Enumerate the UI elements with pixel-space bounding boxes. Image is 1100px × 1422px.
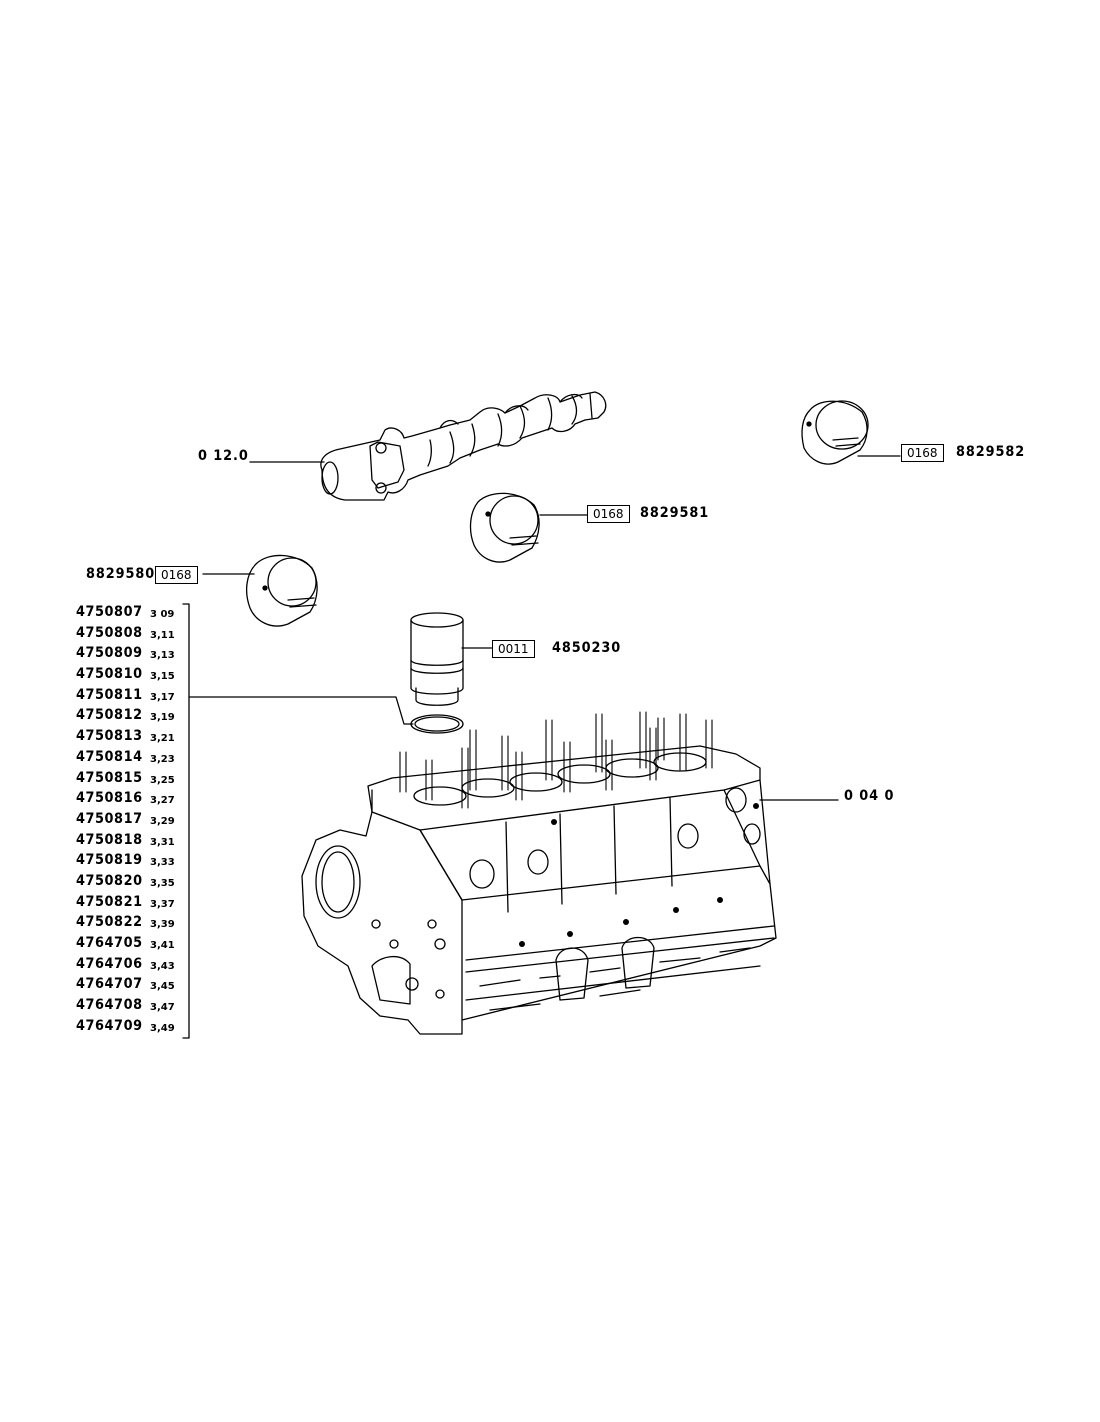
engine-block-reference-label: 0 04 0 xyxy=(844,788,895,804)
bushing-middle-part-number: 8829581 xyxy=(640,505,710,521)
cylinder-liner xyxy=(411,613,463,705)
seal-ring-size: 3 09 xyxy=(150,609,175,620)
camshaft-illustration xyxy=(321,392,606,500)
camshaft-bushing-left xyxy=(247,555,317,626)
seal-ring-part-number: 4750814 xyxy=(76,748,143,765)
seal-ring-part-list xyxy=(76,601,175,1035)
seal-ring-part-row xyxy=(76,663,175,684)
seal-ring-size: 3,41 xyxy=(150,940,175,951)
seal-ring-part-row xyxy=(76,829,175,850)
liner-group-code: 0011 xyxy=(492,640,535,658)
seal-ring-size: 3,43 xyxy=(150,960,175,972)
seal-ring-part-number: 4750821 xyxy=(76,893,143,910)
seal-ring-part-row xyxy=(76,891,175,912)
seal-ring-part-number: 4750811 xyxy=(76,686,143,703)
bushing-right-group-code: 0168 xyxy=(901,444,944,462)
seal-ring-part-number: 4764706 xyxy=(76,955,143,972)
seal-ring-part-row xyxy=(76,704,175,725)
seal-ring-part-number: 4750810 xyxy=(76,666,143,683)
seal-ring-size: 3,27 xyxy=(150,795,175,807)
seal-ring-part-number: 4750816 xyxy=(76,790,143,807)
seal-ring-part-number: 4764708 xyxy=(76,997,143,1014)
seal-ring-part-number: 4750812 xyxy=(76,707,143,724)
seal-ring-part-row xyxy=(76,787,175,808)
seal-ring-part-row xyxy=(76,642,175,663)
bushing-left-group-code: 0168 xyxy=(155,566,198,584)
seal-ring-part-row xyxy=(76,849,175,870)
seal-ring-part-row xyxy=(76,953,175,974)
bushing-left-part-number: 8829580 xyxy=(86,566,156,582)
seal-ring-part-row xyxy=(76,601,175,622)
seal-ring-part-number: 4750820 xyxy=(76,872,143,889)
seal-ring-size: 3,33 xyxy=(150,857,175,869)
seal-ring-size: 3,15 xyxy=(150,671,175,683)
seal-ring-size: 3,45 xyxy=(150,981,175,993)
seal-ring-part-row xyxy=(76,911,175,932)
seal-ring-part-row xyxy=(76,1015,175,1036)
liner-seal-ring xyxy=(411,715,463,733)
seal-ring-size: 3,19 xyxy=(150,712,175,724)
seal-ring-size: 3,37 xyxy=(150,898,175,910)
seal-ring-part-row xyxy=(76,684,175,705)
seal-ring-part-number: 4750815 xyxy=(76,769,143,786)
seal-ring-part-row xyxy=(76,870,175,891)
seal-ring-size: 3,29 xyxy=(150,815,175,827)
seal-ring-part-row xyxy=(76,808,175,829)
seal-ring-size: 3,21 xyxy=(150,733,175,745)
seal-ring-part-number: 4750808 xyxy=(76,624,143,641)
seal-ring-part-row xyxy=(76,932,175,953)
seal-ring-part-row xyxy=(76,746,175,767)
seal-ring-size: 3,23 xyxy=(150,753,175,765)
seal-ring-part-number: 4764705 xyxy=(76,935,143,951)
seal-ring-part-row xyxy=(76,725,175,746)
camshaft-reference-label: 0 12.0 xyxy=(198,448,249,464)
camshaft-bushing-middle xyxy=(471,493,540,562)
seal-ring-part-number: 4750813 xyxy=(76,728,143,745)
seal-ring-size: 3,35 xyxy=(150,877,175,889)
bushing-middle-group-code: 0168 xyxy=(587,505,630,523)
seal-ring-part-number: 4750809 xyxy=(76,645,143,662)
seal-ring-part-number: 4750818 xyxy=(76,831,143,848)
seal-ring-part-number: 4750817 xyxy=(76,810,143,827)
seal-ring-size: 3,17 xyxy=(150,691,175,703)
seal-ring-size: 3,47 xyxy=(150,1002,175,1014)
seal-ring-size: 3,13 xyxy=(150,650,175,662)
bushing-right-part-number: 8829582 xyxy=(956,444,1026,460)
seal-ring-part-number: 4750822 xyxy=(76,914,143,931)
seal-ring-part-row xyxy=(76,994,175,1015)
liner-part-number: 4850230 xyxy=(552,640,622,656)
seal-ring-size: 3,31 xyxy=(150,836,175,848)
seal-ring-part-number: 4750819 xyxy=(76,852,143,869)
camshaft-bushing-right xyxy=(802,401,868,464)
engine-block xyxy=(302,712,776,1034)
seal-ring-part-row xyxy=(76,767,175,788)
seal-ring-part-number: 4764707 xyxy=(76,976,143,993)
seal-ring-part-row xyxy=(76,973,175,994)
seal-ring-size: 3,49 xyxy=(150,1022,175,1034)
seal-ring-size: 3,25 xyxy=(150,774,175,786)
seal-ring-part-row xyxy=(76,622,175,643)
seal-ring-part-number: 4750807 xyxy=(76,604,143,620)
seal-ring-size: 3,39 xyxy=(150,919,175,931)
seal-ring-part-number: 4764709 xyxy=(76,1017,143,1034)
seal-ring-size: 3,11 xyxy=(150,629,175,641)
